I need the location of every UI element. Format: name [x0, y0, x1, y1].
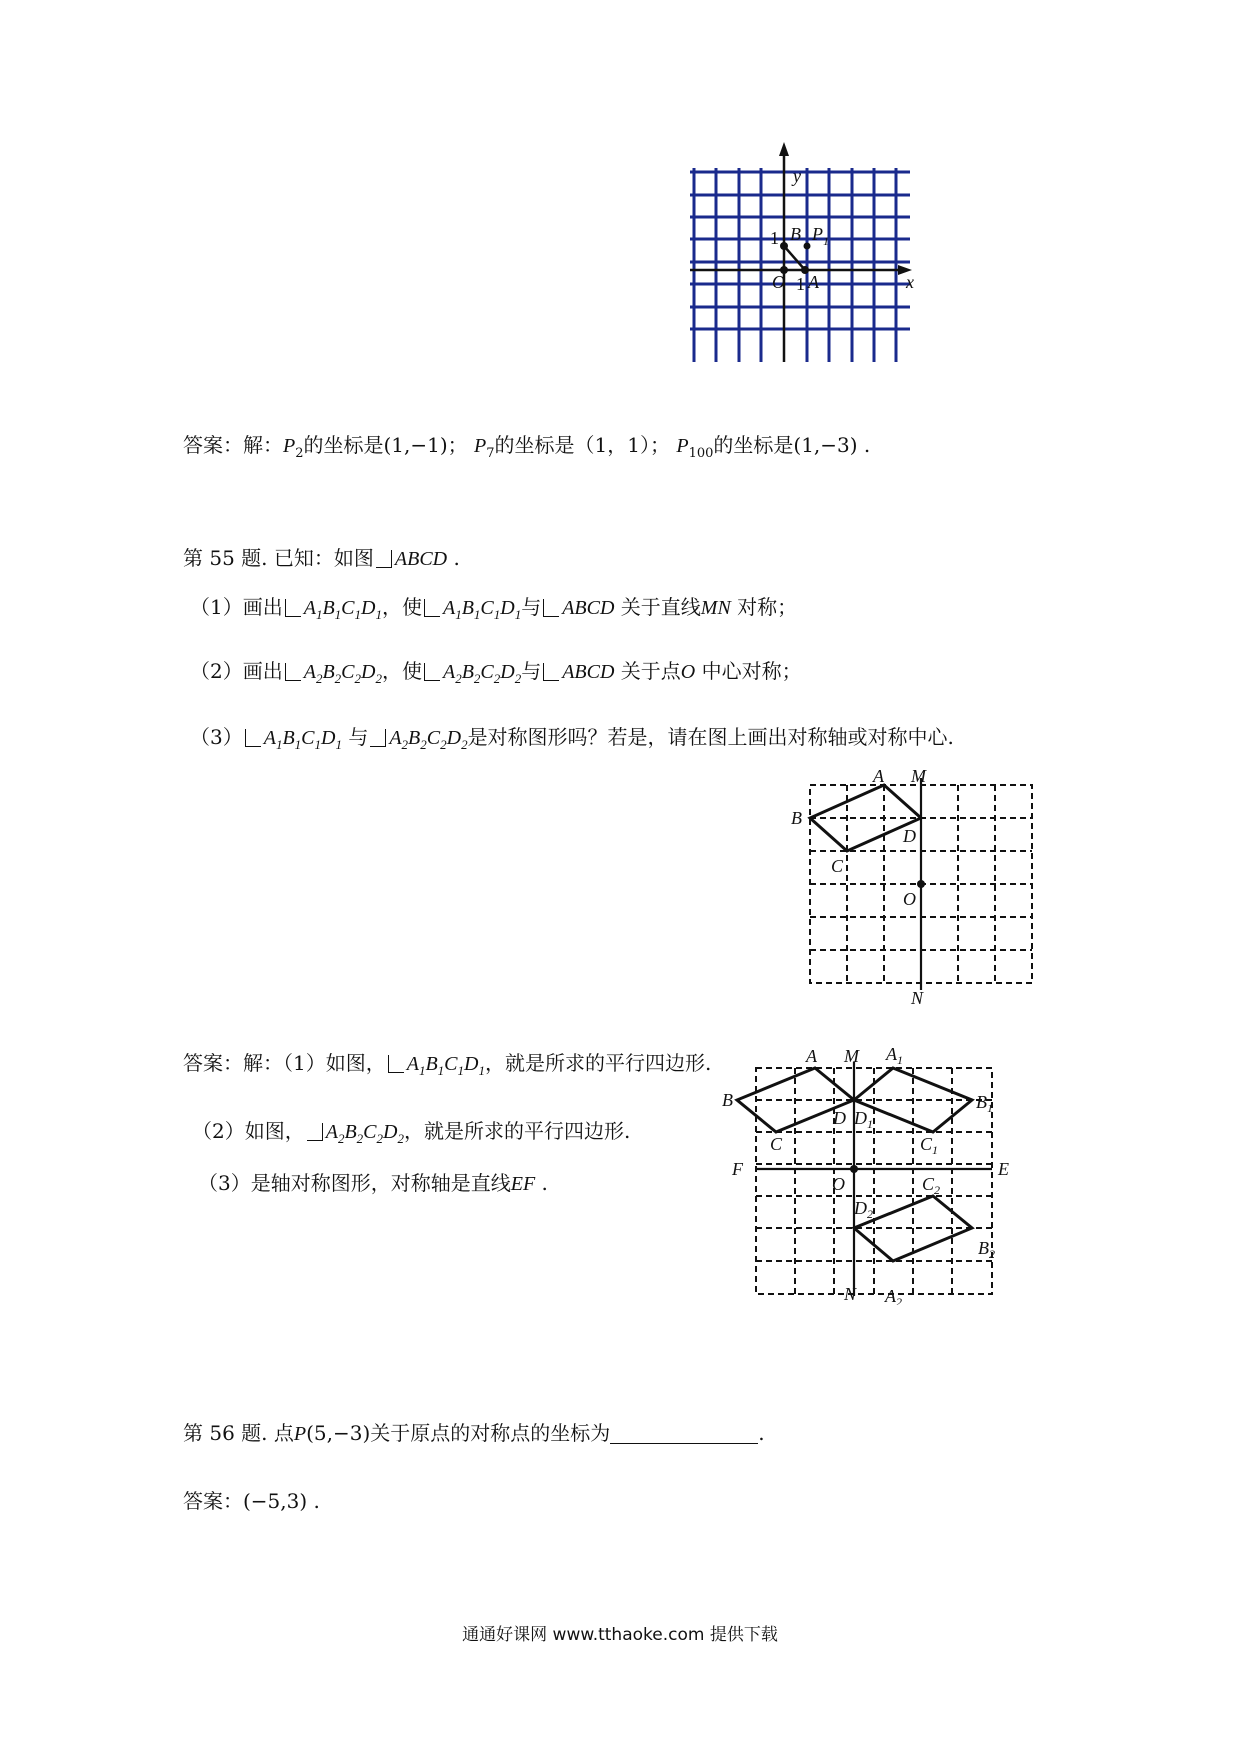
answer-55-part-2: （2）如图， $A_2B_2C_2D_2$，就是所求的平行四边形.: [192, 1119, 631, 1146]
origin-label: O: [772, 272, 785, 292]
label-m: M: [844, 1046, 859, 1066]
question-56: 第 56 题. 点P(5,−3)关于原点的对称点的坐标为 .: [183, 1421, 765, 1445]
coordinate-grid-figure: [680, 140, 930, 365]
x-unit-label: 1: [796, 274, 805, 294]
page-footer: 通通好课网 www.tthaoke.com 提供下载: [462, 1625, 778, 1645]
label-a2: $A_2$: [885, 1286, 902, 1305]
label-c: C: [770, 1134, 783, 1154]
y-unit-label: 1: [770, 228, 779, 248]
label-o: O: [832, 1174, 845, 1194]
parallelogram-symbol: [285, 599, 301, 617]
label-d: D: [833, 1108, 846, 1128]
parallelogram-symbol: [307, 1123, 323, 1141]
question-55-part-3: （3） $A_1B_1C_1D_1$ 与 $A_2B_2C_2D_2$是对称图形吗？若是，请在图上画出对称轴或对称中心.: [190, 725, 954, 752]
point-a-label: A: [808, 272, 819, 292]
label-o: O: [903, 889, 916, 909]
label-b2: $B_2$: [978, 1238, 995, 1261]
label-c1: $C_1$: [920, 1134, 939, 1157]
parallelogram-symbol: [245, 729, 261, 747]
label-c: C: [831, 856, 844, 876]
label-a: A: [873, 766, 884, 786]
parallelogram-symbol: [543, 599, 559, 617]
label-d1: $D_1$: [854, 1108, 873, 1131]
y-axis-label: y: [793, 166, 801, 186]
label-a1: $A_1$: [886, 1044, 903, 1067]
parallelogram-symbol: [285, 663, 301, 681]
answer-blank: [610, 1421, 758, 1444]
label-b1: $B_1$: [976, 1092, 993, 1115]
parallelogram-symbol: [424, 599, 440, 617]
point-b-label: B: [790, 224, 801, 244]
parallelogram-symbol: [370, 729, 386, 747]
label-a: A: [806, 1046, 817, 1066]
answer-54: 答案：解：$P_2$的坐标是(1,−1)； $P_7$的坐标是（1，1）； $P_{100}$的坐标是(1,−3) .: [183, 433, 871, 461]
point-p1-label: $P_1$: [812, 224, 829, 248]
answer-56: 答案：(−5,3) .: [183, 1489, 320, 1513]
answer-55-part-3: （3）是轴对称图形，对称轴是直线EF .: [198, 1171, 548, 1195]
question-55-part-2: （2）画出 $A_2B_2C_2D_2$，使 $A_2B_2C_2D_2$与 ABCD 关于点O 中心对称；: [190, 659, 802, 686]
parallelogram-symbol: [424, 663, 440, 681]
x-axis-label: x: [906, 272, 914, 292]
parallelogram-symbol: [388, 1055, 404, 1073]
label-c2: $C_2$: [922, 1174, 941, 1197]
label-n: N: [844, 1284, 857, 1304]
question-55-figure: [785, 760, 1045, 1005]
parallelogram-symbol: [376, 550, 392, 568]
parallelogram-symbol: [543, 663, 559, 681]
label-f: F: [732, 1159, 743, 1179]
answer-55-figure: [720, 1040, 1020, 1305]
answer-55-part-1: 答案：解：（1）如图， $A_1B_1C_1D_1$，就是所求的平行四边形.: [183, 1051, 712, 1078]
label-m: M: [911, 766, 926, 786]
label-b: B: [722, 1090, 733, 1110]
label-n: N: [911, 988, 924, 1005]
label-b: B: [791, 808, 802, 828]
label-d: D: [903, 826, 916, 846]
question-55-title: 第 55 题. 已知：如图 ABCD .: [183, 546, 460, 570]
label-e: E: [998, 1159, 1009, 1179]
label-d2: $D_2$: [854, 1198, 873, 1221]
question-55-part-1: （1）画出 $A_1B_1C_1D_1$，使 $A_1B_1C_1D_1$与 ABCD 关于直线MN 对称；: [190, 595, 798, 622]
